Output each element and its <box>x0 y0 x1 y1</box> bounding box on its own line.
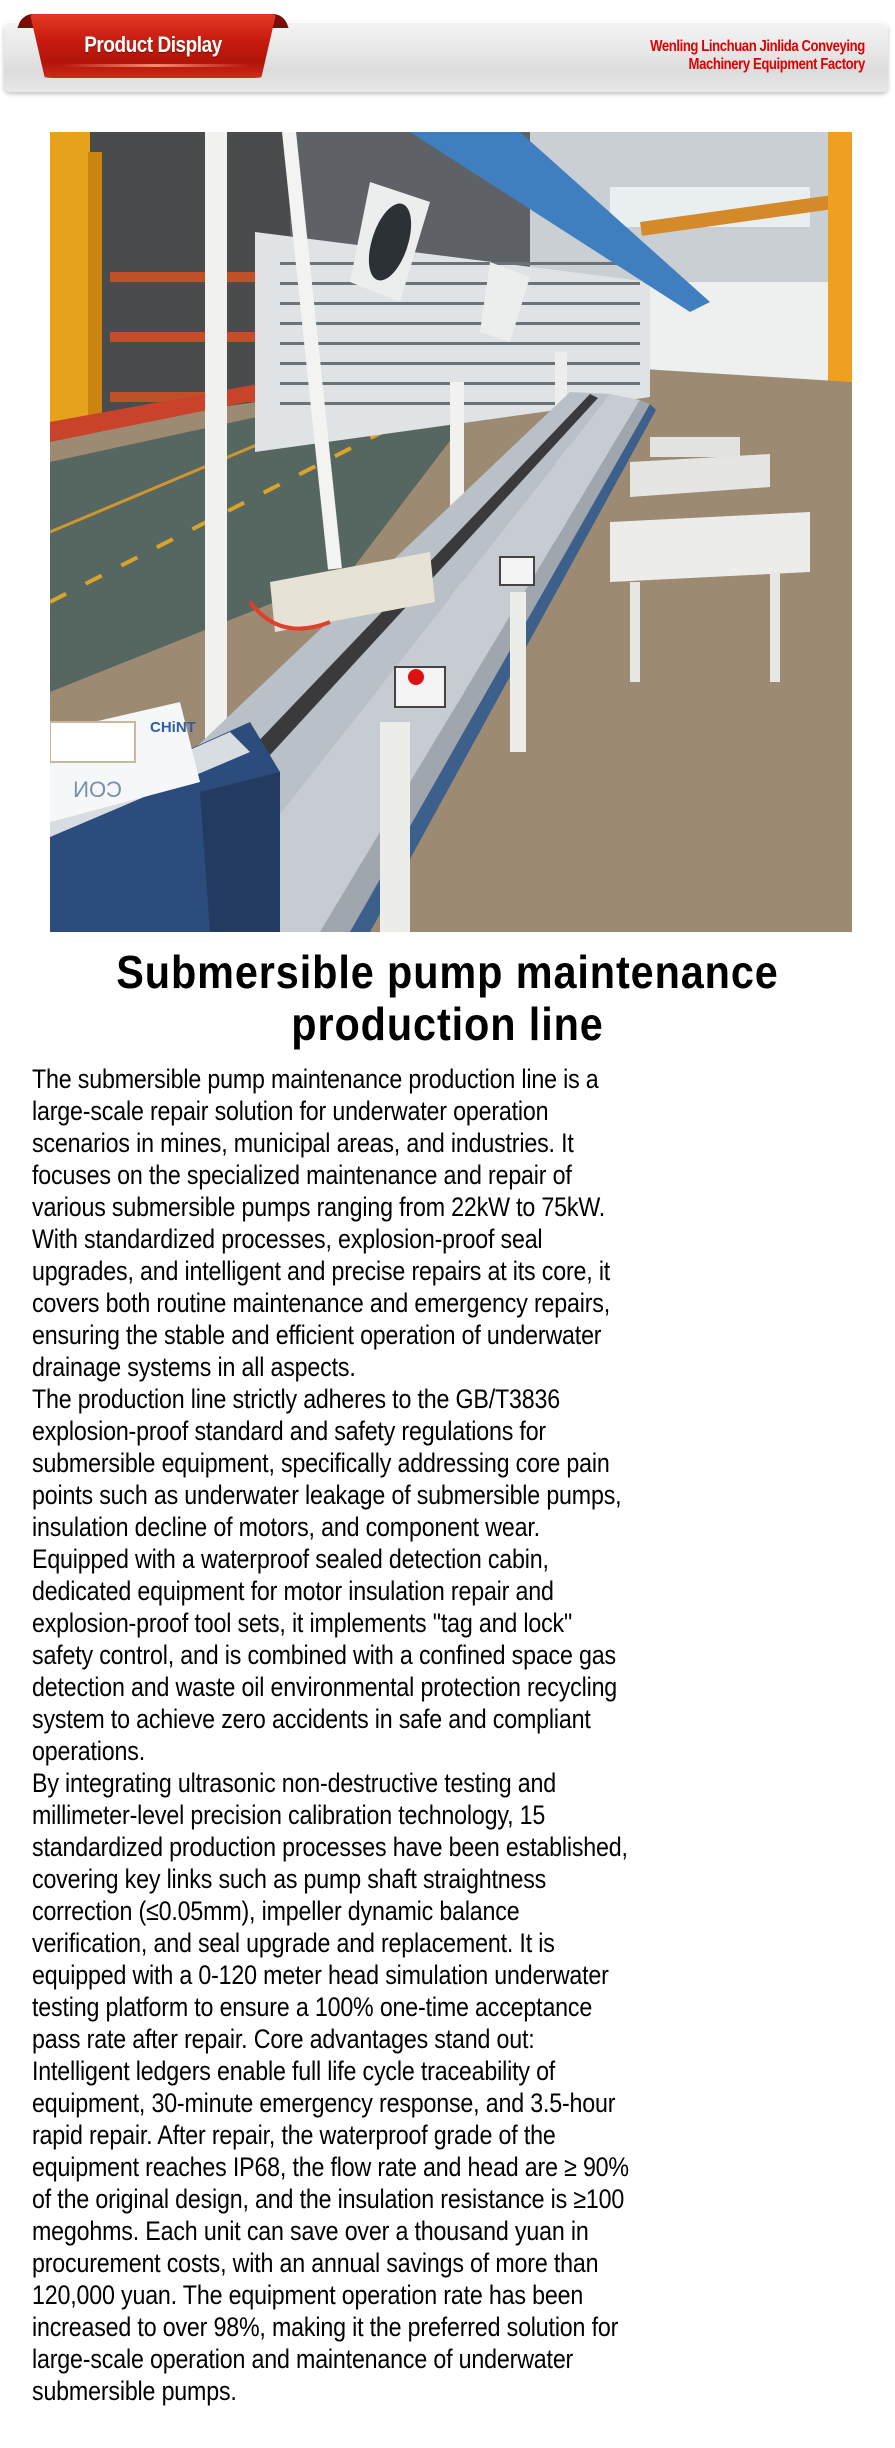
body-line: Equipped with a waterproof sealed detection cabin, <box>32 1544 549 1574</box>
ribbon-shine <box>60 64 250 67</box>
body-line: standardized production processes have been established, <box>32 1832 628 1862</box>
body-line: megohms. Each unit can save over a thousand yuan in <box>32 2216 589 2246</box>
body-line: covering key links such as pump shaft straightness <box>32 1864 547 1894</box>
body-line: By integrating ultrasonic non-destructive testing and <box>32 1768 556 1798</box>
body-line: of the original design, and the insulation resistance is ≥100 <box>32 2184 625 2214</box>
body-line: dedicated equipment for motor insulation repair and <box>32 1576 554 1606</box>
body-line: insulation decline of motors, and component wear. <box>32 1512 540 1542</box>
body-line: equipment, 30-minute emergency response, and 3.5-hour <box>32 2088 616 2118</box>
body-line: ensuring the stable and efficient operation of underwater <box>32 1320 602 1350</box>
body-line: correction (≤0.05mm), impeller dynamic balance <box>32 1896 520 1926</box>
production-line-photo <box>50 132 852 932</box>
product-photo <box>50 132 852 932</box>
body-line: drainage systems in all aspects. <box>32 1352 356 1382</box>
body-line: large-scale operation and maintenance of underwater <box>32 2344 574 2374</box>
body-line: millimeter-level precision calibration technology, 15 <box>32 1800 546 1830</box>
body-line: detection and waste oil environmental protection recycling <box>32 1672 618 1702</box>
page-title-line-2: production line <box>291 998 604 1050</box>
body-line: submersible pumps. <box>32 2376 237 2406</box>
company-name <box>650 38 865 74</box>
body-line: equipment reaches IP68, the flow rate and head are ≥ 90% <box>32 2152 629 2182</box>
body-line: The production line strictly adheres to the GB/T3836 <box>32 1384 560 1414</box>
body-line: safety control, and is combined with a confined space gas <box>32 1640 616 1670</box>
page-title <box>0 946 895 1050</box>
body-line: With standardized processes, explosion-proof seal <box>32 1224 543 1254</box>
body-line: Intelligent ledgers enable full life cycle traceability of <box>32 2056 556 2086</box>
body-line: testing platform to ensure a 100% one-time acceptance <box>32 1992 593 2022</box>
body-line: explosion-proof standard and safety regulations for <box>32 1416 546 1446</box>
body-line: large-scale repair solution for underwater operation <box>32 1096 549 1126</box>
company-name-line-2: Machinery Equipment Factory <box>688 56 865 73</box>
body-line: covers both routine maintenance and emergency repairs, <box>32 1288 611 1318</box>
company-name-line-1: Wenling Linchuan Jinlida Conveying <box>650 38 865 55</box>
body-line: upgrades, and intelligent and precise repairs at its core, it <box>32 1256 611 1286</box>
body-line: The submersible pump maintenance production line is a <box>32 1064 599 1094</box>
body-line: procurement costs, with an annual savings of more than <box>32 2248 599 2278</box>
body-line: pass rate after repair. Core advantages stand out: <box>32 2024 535 2054</box>
page-title-line-1: Submersible pump maintenance <box>116 946 779 998</box>
chint-box-label: CHiNT <box>150 719 196 736</box>
body-line: system to achieve zero accidents in safe and compliant <box>32 1704 591 1734</box>
body-line: equipped with a 0-120 meter head simulation underwater <box>32 1960 609 1990</box>
body-line: various submersible pumps ranging from 22kW to 75kW. <box>32 1192 606 1222</box>
body-line: scenarios in mines, municipal areas, and industries. It <box>32 1128 574 1158</box>
body-line: verification, and seal upgrade and replacement. It is <box>32 1928 555 1958</box>
product-display-label: Product Display <box>84 32 222 57</box>
body-line: operations. <box>32 1736 145 1766</box>
body-line: increased to over 98%, making it the preferred solution for <box>32 2312 619 2342</box>
svg-text:CON: CON <box>73 777 122 802</box>
body-line: submersible equipment, specifically addressing core pain <box>32 1448 610 1478</box>
body-line: explosion-proof tool sets, it implements "tag and lock" <box>32 1608 573 1638</box>
body-line: rapid repair. After repair, the waterproof grade of the <box>32 2120 556 2150</box>
body-line: 120,000 yuan. The equipment operation rate has been <box>32 2280 584 2310</box>
description-body <box>32 1063 872 2407</box>
body-line: points such as underwater leakage of submersible pumps, <box>32 1480 622 1510</box>
body-line: focuses on the specialized maintenance and repair of <box>32 1160 572 1190</box>
